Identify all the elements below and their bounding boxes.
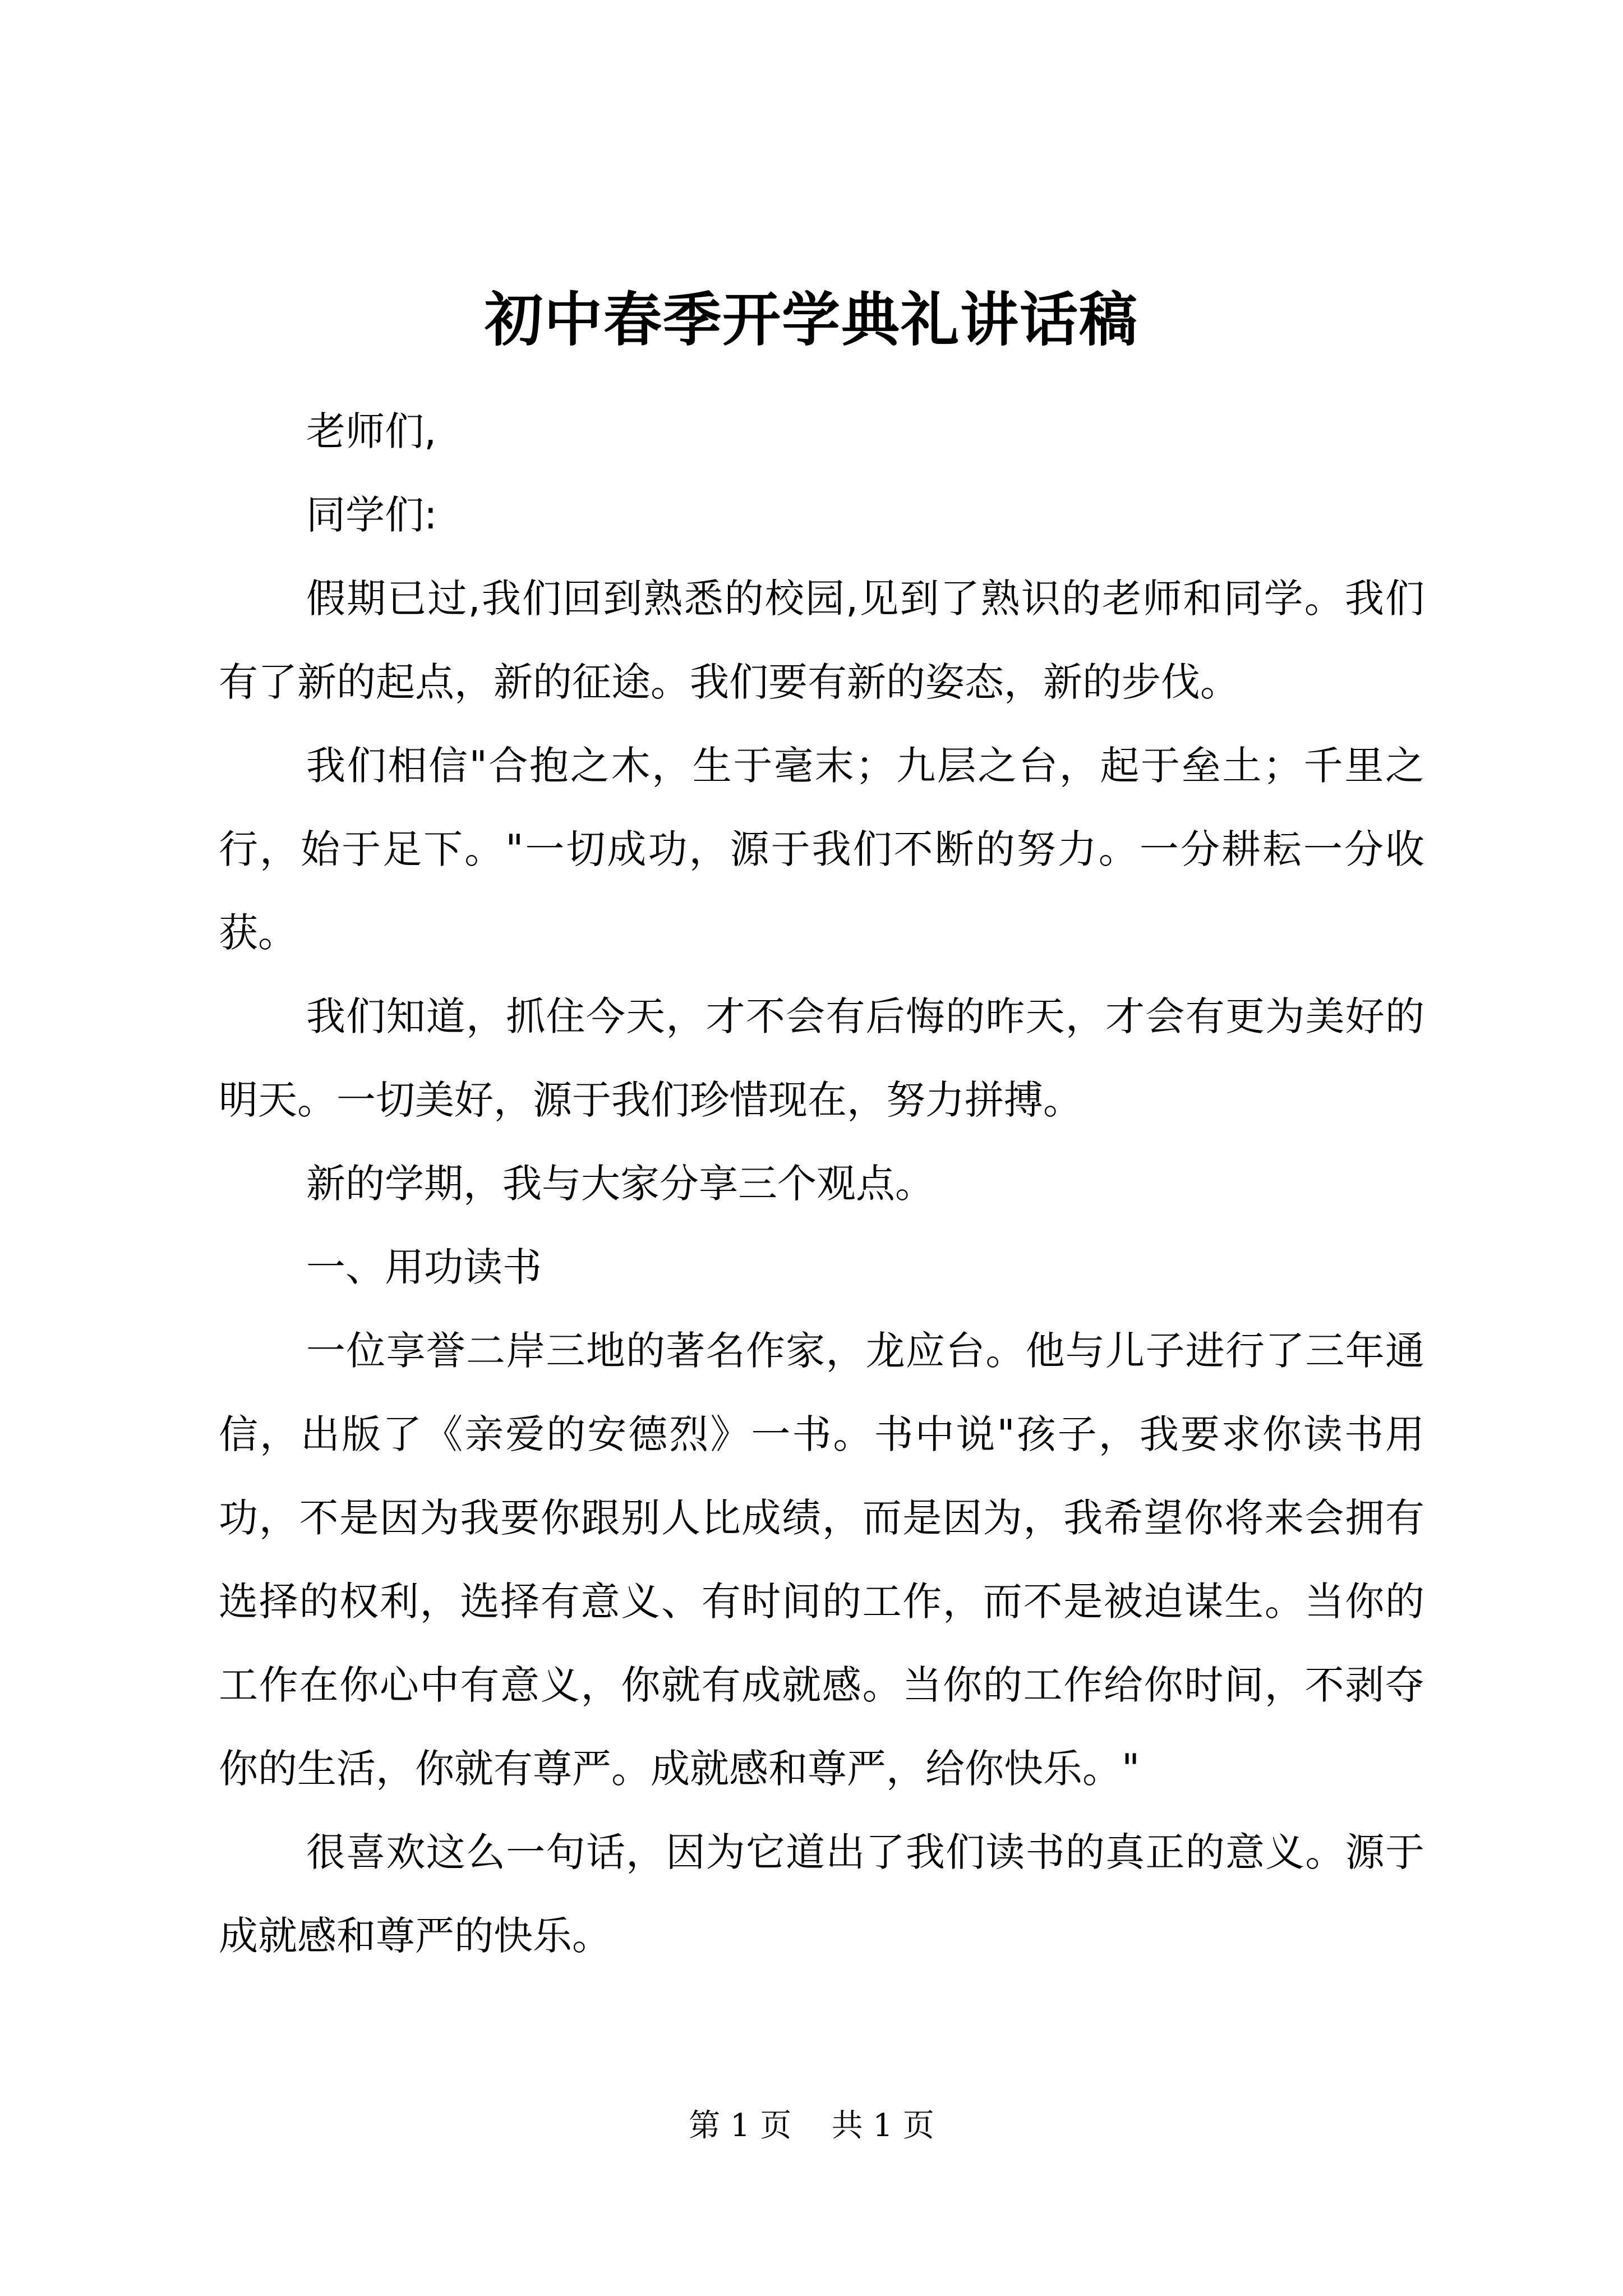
paragraph: 新的学期，我与大家分享三个观点。	[306, 1161, 934, 1207]
page-footer	[0, 2104, 1623, 2148]
greeting-students: 同学们:	[306, 492, 437, 538]
document-title: 初中春季开学典礼讲话稿	[484, 285, 1138, 354]
paragraph: 很喜欢这么一句话，因为它道出了我们读书的真正的意义。源于成就感和尊严的快乐。	[219, 1829, 1424, 1959]
paragraph: 一位享誉二岸三地的著名作家，龙应台。他与儿子进行了三年通信，出版了《亲爱的安德烈》一书。书中说"孩子，我要求你读书用功，不是因为我要你跟别人比成绩，而是因为，我希望你将来会拥有选择的权利，选择有意义、有时间的工作，而不是被迫谋生。当你的工作在你心中有意义，你就有成就感。当你的工作给你时间，不剥夺你的生活，你就有尊严。成就感和尊严，给你快乐。"	[219, 1328, 1424, 1792]
page-total: 共 1 页	[831, 2108, 934, 2144]
paragraph: 假期已过,我们回到熟悉的校园,见到了熟识的老师和同学。我们有了新的起点，新的征途。我们要有新的姿态，新的步伐。	[219, 576, 1424, 705]
page-number: 第 1 页	[689, 2108, 792, 2144]
paragraph: 我们相信"合抱之木，生于毫末；九层之台，起于垒土；千里之行，始于足下。"一切成功，源于我们不断的努力。一分耕耘一分收获。	[219, 743, 1424, 956]
footer-spacer	[801, 2108, 822, 2144]
paragraph: 我们知道，抓住今天，才不会有后悔的昨天，才会有更为美好的明天。一切美好，源于我们珍惜现在，努力拼搏。	[219, 993, 1424, 1123]
section-heading: 一、用功读书	[306, 1244, 542, 1290]
document-body	[219, 390, 1424, 1978]
greeting-teachers: 老师们,	[306, 408, 437, 454]
